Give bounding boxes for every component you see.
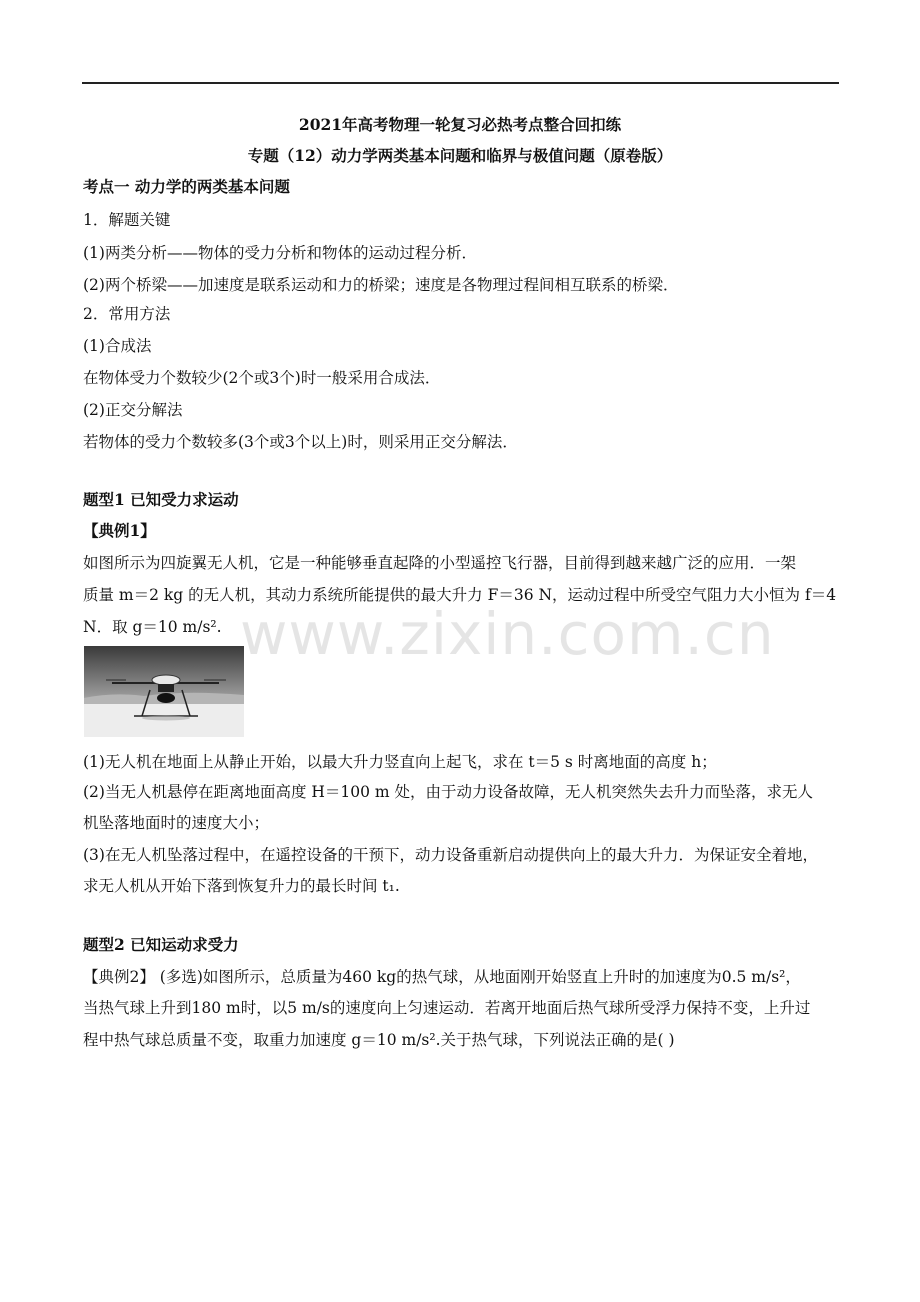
question: 机坠落地面时的速度大小； [83,814,270,832]
paragraph: 1．解题关键 [83,211,171,229]
question: (1)无人机在地面上从静止开始，以最大升力竖直向上起飞，求在 t＝5 s 时离地面的高度 h； [83,753,717,771]
doc-title: 2021年高考物理一轮复习必热考点整合回扣练 [298,115,622,134]
paragraph: 2．常用方法 [83,305,171,323]
paragraph: 程中热气球总质量不变，取重力加速度 g＝10 m/s².关于热气球，下列说法正确的是( ) [83,1031,675,1049]
paragraph: 质量 m＝2 kg 的无人机，其动力系统所能提供的最大升力 F＝36 N，运动过程中所受空气阻力大小恒为 f＝4 [83,586,837,604]
question: (3)在无人机坠落过程中，在遥控设备的干预下，动力设备重新启动提供向上的最大升力．为保证安全着地， [83,846,818,864]
question: 求无人机从开始下落到恢复升力的最长时间 t₁. [83,877,400,895]
paragraph: (1)合成法 [83,337,152,355]
header-rule [82,82,839,84]
paragraph: (2)两个桥梁——加速度是联系运动和力的桥梁；速度是各物理过程间相互联系的桥梁． [83,276,679,294]
paragraph: 【典例2】 (多选)如图所示，总质量为460 kg的热气球，从地面刚开始竖直上升时的加速度为0.5 m/s²， [83,968,801,986]
paragraph: 在物体受力个数较少(2个或3个)时一般采用合成法． [83,369,441,387]
paragraph: 如图所示为四旋翼无人机，它是一种能够垂直起降的小型遥控飞行器，目前得到越来越广泛的应用．一架 [83,554,797,572]
type-heading: 题型2 已知运动求受力 [83,935,239,954]
drone-photo [84,646,244,737]
watermark: www.zixin.com.cn [240,600,775,668]
example-label: 【典例1】 [83,521,156,540]
paragraph: 当热气球上升到180 m时，以5 m/s的速度向上匀速运动．若离开地面后热气球所受浮力保持不变，上升过 [83,999,811,1017]
paragraph: N．取 g＝10 m/s². [83,618,222,636]
question: (2)当无人机悬停在距离地面高度 H＝100 m 处，由于动力设备故障，无人机突然失去升力而坠落，求无人 [83,783,814,801]
paragraph: 若物体的受力个数较多(3个或3个以上)时，则采用正交分解法． [83,433,518,451]
doc-subtitle: 专题（12）动力学两类基本问题和临界与极值问题（原卷版） [247,146,673,165]
paragraph: (2)正交分解法 [83,401,183,419]
paragraph: (1)两类分析——物体的受力分析和物体的运动过程分析． [83,244,477,262]
section-heading: 考点一 动力学的两类基本问题 [83,177,290,196]
type-heading: 题型1 已知受力求运动 [83,490,239,509]
